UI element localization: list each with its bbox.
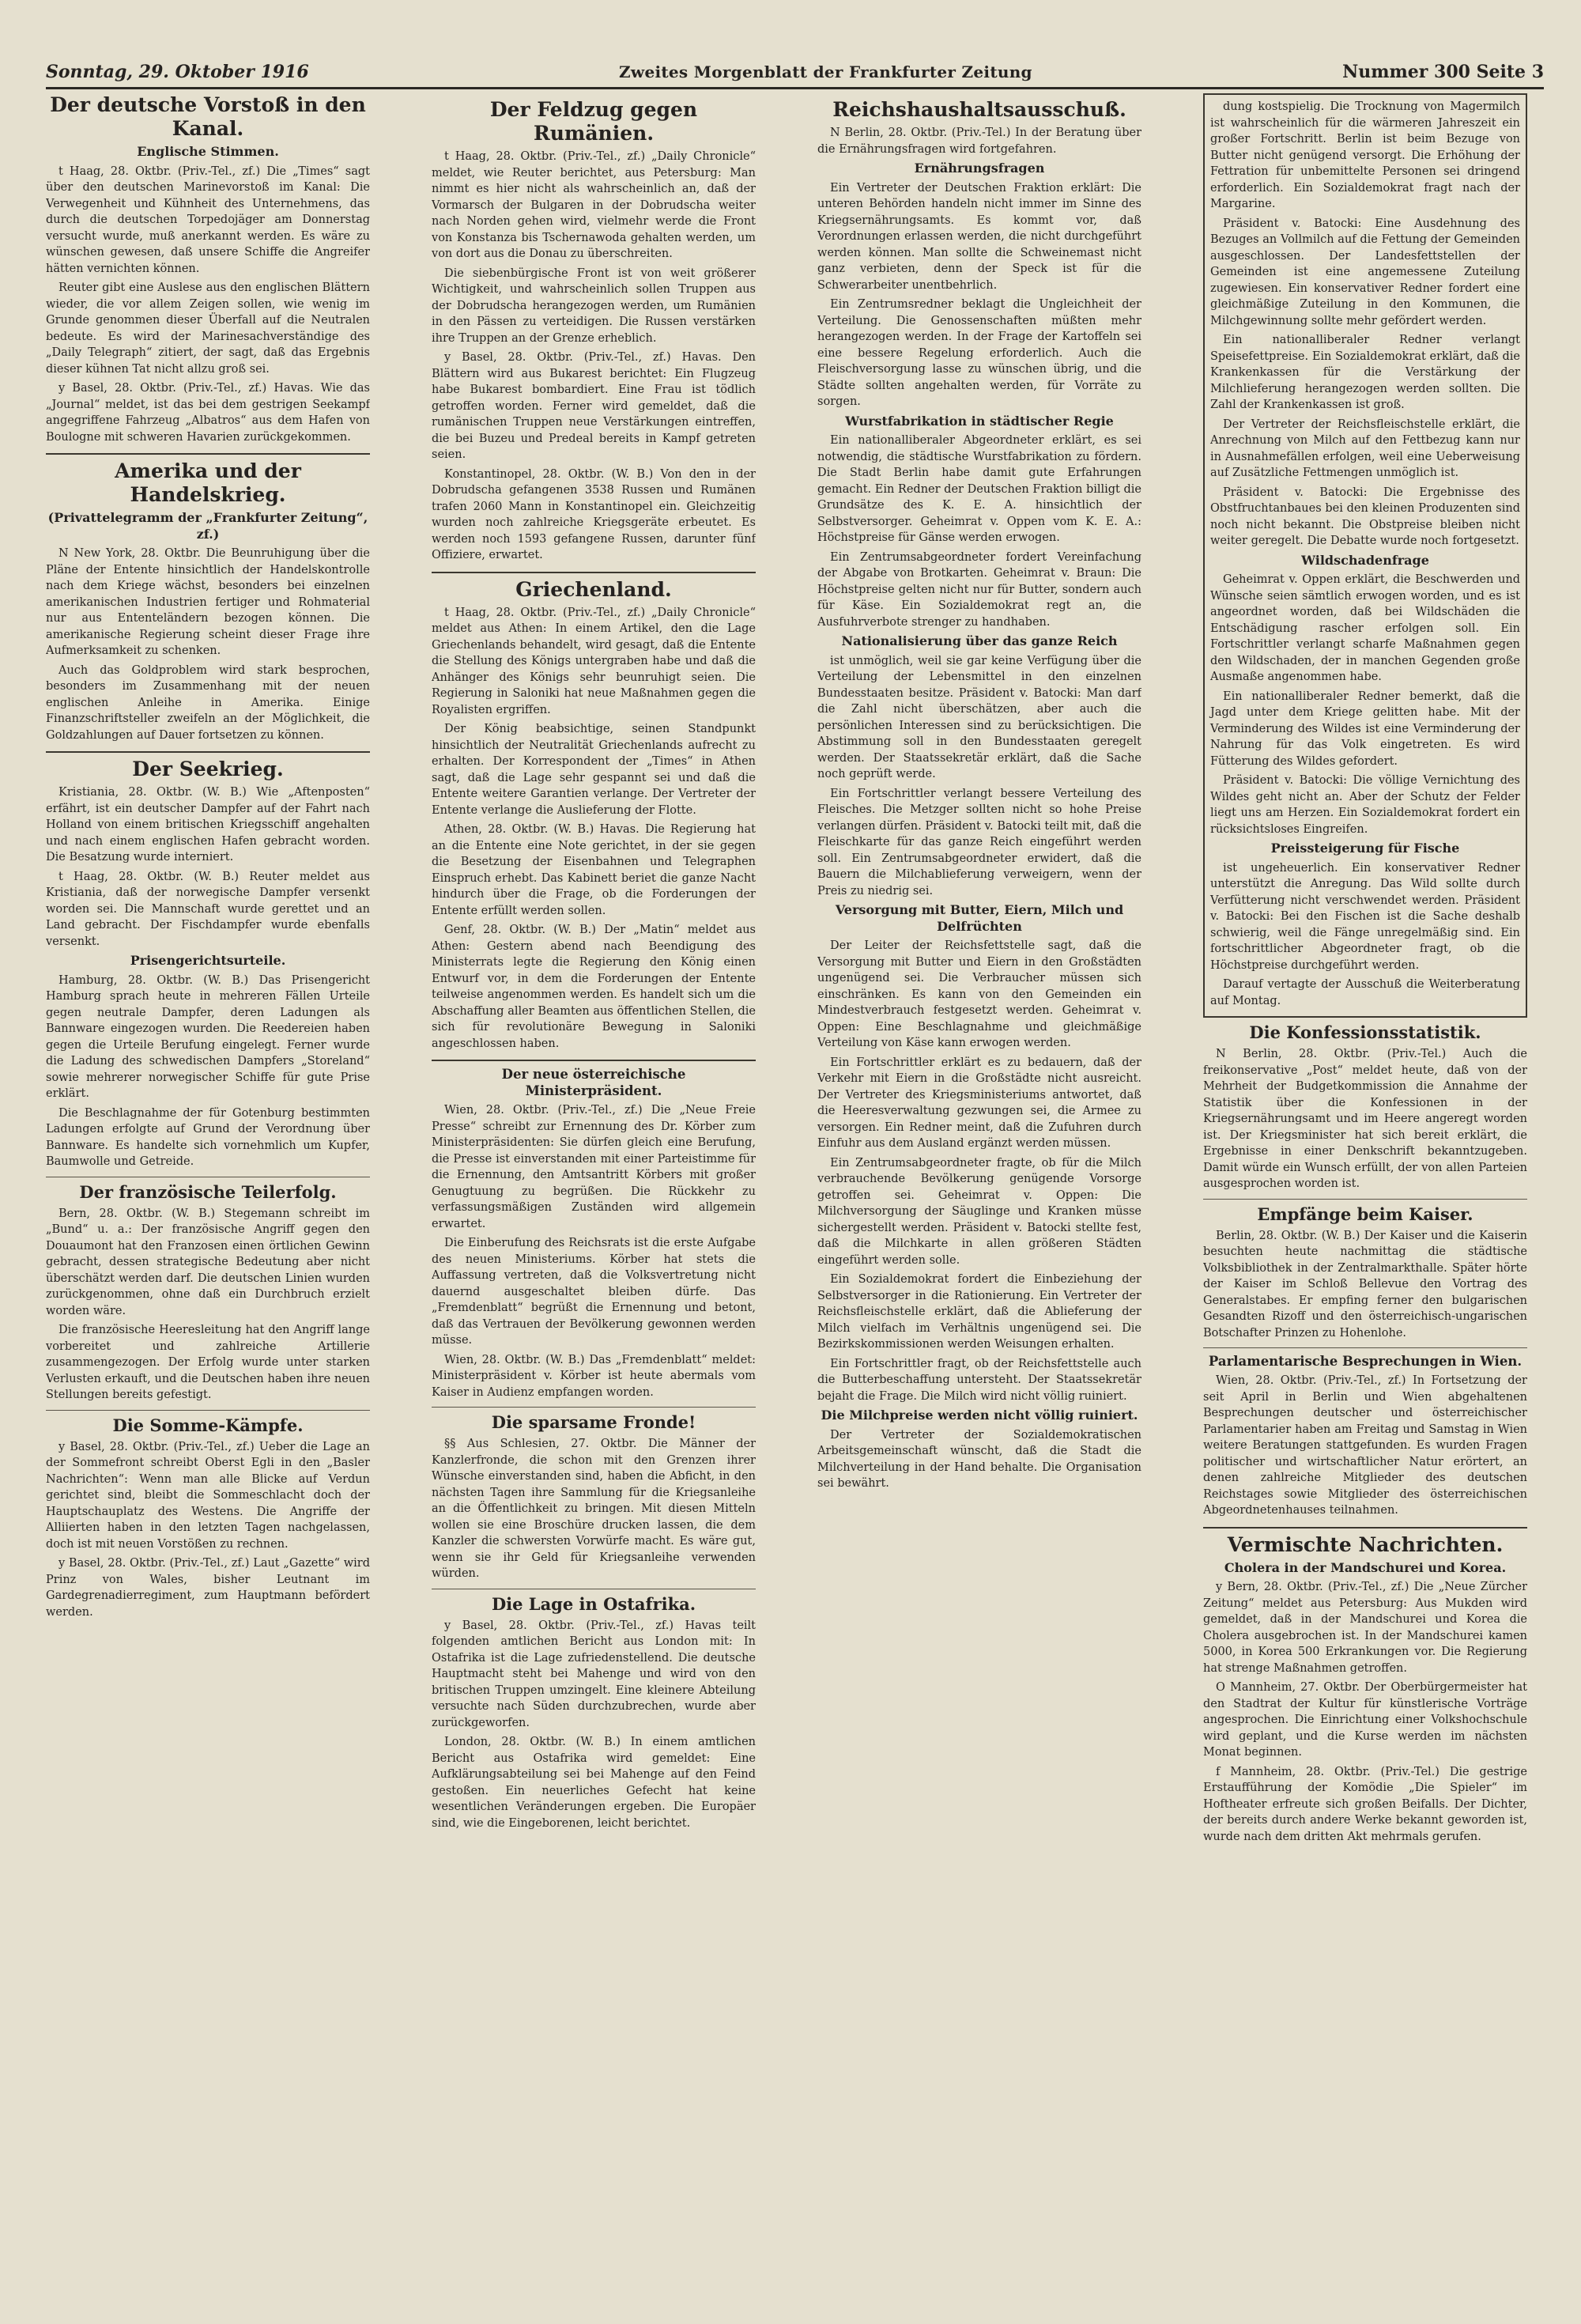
subhead-cholera: Cholera in der Mandschurei und Korea. [1224,1559,1507,1575]
headline-fronde: Die sparsame Fronde! [491,1412,696,1432]
article-paragraph: ist unmöglich, weil sie gar keine Verfügung über die Verteilung der Lebensmittel in den einzelnen Bundesstaaten besitze. Präsident v. Batocki: Man darf die Zahl nicht überschätzen, aber auch die persönlichen Interessen sind zu berücksichtigen. Die Abstimmung soll in den Bundesstaaten geregelt werden. Der Staatssekretär erklärt, daß die Sache noch geprüft werde. [817,654,1141,780]
headline-rumaenien: Der Feldzug gegen Rumänien. [489,98,698,145]
subhead-milchpreise: Die Milchpreise werden nicht völlig ruiniert. [821,1408,1138,1423]
article-paragraph: dung kostspielig. Die Trocknung von Magermilch ist wahrscheinlich für die wärmeren Jahreszeit ein großer Fortschritt. Berlin ist beim Bezuge von Butter nicht genügend versorgt. Die Erhöhung der Fettration für unbemittelte Personen sei dringend erforderlich. Ein Sozialdemokrat fragt nach der Margarine. [1210,100,1520,210]
article-paragraph: Darauf vertagte der Ausschuß die Weiterberatung auf Montag. [1210,978,1520,1007]
article-paragraph: y Basel, 28. Oktbr. (Priv.-Tel., zf.) Ueber die Lage an der Sommefront schreibt Oberst Egli in den „Basler Nachrichten“: Wenn man alle Blicke auf Verdun gerichtet sind, bleibt die Sommeschlacht doch der Hauptschauplatz des Westens. Die Angriffe der Alliierten haben in den letzten Tagen nachgelassen, doch ist mit neuen Vorstößen zu rechnen. [46,1440,370,1551]
article-paragraph: Reuter gibt eine Auslese aus den englischen Blättern wieder, die vor allem Zeigen sollen, wie wenig im Grunde genommen dieser Überfall auf die Neutralen bedeute. Es wird der Marinesachverständige des „Daily Telegraph“ zitiert, der sagt, daß das Ergebnis dieser kühnen Tat nicht allzu groß sei. [46,282,370,376]
subhead-privattelegramm: (Privattelegramm der „Frankfurter Zeitung“, zf.) [47,510,368,542]
article-paragraph: Ein Fortschrittler erklärt es zu bedauern, daß der Verkehr mit Eiern in die Großstädte nicht ausreicht. Der Vertreter des Kriegsministeriums antwortet, daß die Heeresverwaltung gezwungen sei, die Armee zu versorgen. Ein Redner meint, daß die Zufuhren durch Einfuhr aus dem Ausland ergänzt werden müssen. [817,1056,1141,1150]
article-paragraph: Wien, 28. Oktbr. (Priv.-Tel., zf.) In Fortsetzung der seit April in Berlin und Wien abgehaltenen Besprechungen deutscher und österreichischer Parlamentarier haben am Freitag und Samstag in Wien weitere Beratungen stattgefunden. Es wurden Fragen politischer und wirtschaftlicher Natur erörtert, an denen zahlreiche Mitglieder des deutschen Reichstages sowie Mitglieder des österreichischen Abgeordnetenhauses teilnahmen. [1203,1374,1527,1517]
article-paragraph: Wien, 28. Oktbr. (W. B.) Das „Fremdenblatt“ meldet: Ministerpräsident v. Körber ist heute abermals vom Kaiser in Audienz empfangen worden. [432,1353,756,1399]
headline-ostafrika: Die Lage in Ostafrika. [491,1593,696,1614]
section-divider [46,1410,370,1411]
article-paragraph: Ein Sozialdemokrat fordert die Einbeziehung der Selbstversorger in die Rationierung. Ein Vertreter der Reichsfleischstelle erklärt, daß die Ablieferung der Milch vielfach im Verhältnis ungenügend sei. Die Bezirkskommissionen werden Weisungen erhalten. [817,1273,1141,1351]
section-divider [432,1060,756,1061]
article-paragraph: N Berlin, 28. Oktbr. (Priv.-Tel.) Auch die freikonservative „Post“ meldet heute, daß von der Mehrheit der Budgetkommission die Annahme der Statistik über die Konfessionen in der Kriegsernährungsamt und im Heere angeregt worden ist. Der Kriegsminister hat sich bereit erklärt, die Ergebnisse in einer Denkschrift bekanntzugeben. Damit würde ein Wunsch erfüllt, der von allen Parteien ausgesprochen worden ist. [1203,1048,1527,1190]
article-paragraph: Ein Fortschrittler verlangt bessere Verteilung des Fleisches. Die Metzger sollten nicht so hohe Preise verlangen dürfen. Präsident v. Batocki teilt mit, daß die Fleischkarte für das ganze Reich eingeführt werden soll. Ein Zentrumsabgeordneter erwidert, daß die Bauern die Milchablieferung verweigern, wenn der Preis zu niedrig sei. [817,787,1141,897]
section-divider [432,572,756,573]
article-paragraph: Präsident v. Batocki: Die völlige Vernichtung des Wildes geht nicht an. Aber der Schutz der Felder liegt uns am Herzen. Ein Sozialdemokrat fordert ein rücksichtsloses Eingreifen. [1210,774,1520,836]
article-paragraph: Ein Zentrumsabgeordneter fragte, ob für die Milch verbrauchende Bevölkerung genügende Vorsorge getroffen sei. Geheimrat v. Oppen: Die Milchversorgung der Säuglinge und Kranken müsse sichergestellt werden. Präsident v. Batocki stellte fest, daß die Milchkarte in allen größeren Städten eingeführt werden solle. [817,1156,1141,1267]
article-paragraph: Genf, 28. Oktbr. (W. B.) Der „Matin“ meldet aus Athen: Gestern abend nach Beendigung des Ministerrats legte die Regierung den König einen Entwurf vor, in dem die Forderungen der Entente teilweise angenommen werden. Es handelt sich um die Abschaffung aller Beamten aus öffentlichen Stellen, die sich für revolutionäre Bewegung in Saloniki angeschlossen haben. [432,924,756,1050]
headline-somme: Die Somme-Kämpfe. [112,1415,304,1435]
section-divider [1203,1527,1527,1529]
article-paragraph: Ein Vertreter der Deutschen Fraktion erklärt: Die unteren Behörden handeln nicht immer im Sinne des Kriegsernährungsamts. Es kommt vor, daß Verordnungen erlassen werden, die nicht durchgeführt werden können. Man sollte die Schweinemast nicht ganz verbieten, denn der Speck ist für die Schwerarbeiter unentbehrlich. [817,181,1141,292]
article-paragraph: f Mannheim, 28. Oktbr. (Priv.-Tel.) Die gestrige Erstaufführung der Komödie „Die Spieler“ im Hoftheater erfreute sich großen Beifalls. Der Dichter, der bereits durch andere Werke bekannt geworden ist, wurde nach dem dritten Akt mehrmals gerufen. [1203,1765,1527,1843]
article-paragraph: London, 28. Oktbr. (W. B.) In einem amtlichen Bericht aus Ostafrika wird gemeldet: Eine Aufklärungsabteilung sei bei Mahenge auf den Feind gestoßen. Ein neuerliches Gefecht hat keine wesentlichen Veränderungen ergeben. Die Europäer sind, wie die Eingeborenen, leicht berichtet. [432,1736,756,1830]
article-paragraph: §§ Aus Schlesien, 27. Oktbr. Die Männer der Kanzlerfronde, die schon mit den Grenzen ihrer Wünsche einverstanden sind, haben die Abficht, in den nächsten Tagen ihre Sammlung für die Kriegsanleihe an die Öffentlichkeit zu bringen. Mit diesen Mitteln wollen sie eine Broschüre drucken lassen, die dem Kanzler die schwersten Vorwürfe macht. Es wäre gut, wenn sie ihr Geld für Kriegsanleihe verwenden würden. [432,1438,756,1580]
article-paragraph: Der Vertreter der Sozialdemokratischen Arbeitsgemeinschaft wünscht, daß die Stadt die Milchverteilung in der Hand behalte. Die Organisation sei bewährt. [817,1428,1141,1490]
subhead-butter-eier: Versorgung mit Butter, Eiern, Milch und Delfrüchten [835,902,1124,934]
headline-ministerpraesident: Der neue österreichische Ministerpräsident. [501,1067,686,1098]
article-paragraph: Ein Zentrumsredner beklagt die Ungleichheit der Verteilung. Die Genossenschaften müßten mehr herangezogen werden. In der Frage der Kartoffeln sei eine bessere Regelung erforderlich. Auch die Fleischversorgung lasse zu wünschen übrig, und die Städte sollten angehalten werden, für Vorräte zu sorgen. [817,298,1141,408]
article-paragraph: Ein nationalliberaler Abgeordneter erklärt, es sei notwendig, die städtische Wurstfabrikation zu fördern. Die Stadt Berlin habe damit gute Erfahrungen gemacht. Ein Redner der Deutschen Fraktion billigt die Grundsätze des K. E. A. hinsichtlich der Selbstversorger. Geheimrat v. Oppen vom K. E. A.: Höchstpreise für Gänse werden erwogen. [817,434,1141,544]
headline-griechenland: Griechenland. [515,577,672,601]
section-divider [1203,1347,1527,1348]
subhead-englische-stimmen: Englische Stimmen. [137,144,279,159]
article-paragraph: Die Beschlagnahme der für Gotenburg bestimmten Ladungen erfolgte auf Grund der Verordnung über Bannware. Es handelte sich vornehmlich um Kupfer, Baumwolle und Getreide. [46,1106,370,1168]
subhead-wurst: Wurstfabrikation in städtischer Regie [845,413,1114,429]
headline-konfessionsstatistik: Die Konfessionsstatistik. [1249,1022,1481,1042]
article-paragraph: Die Einberufung des Reichsrats ist die erste Aufgabe des neuen Ministeriums. Körber hat stets die Auffassung vertreten, daß die Volksvertretung nicht dauernd ausgeschaltet bleiben dürfe. Das „Fremdenblatt“ begrüßt die Ernennung und betont, daß das Vertrauen der Bevölkerung gewonnen werden müsse. [432,1237,756,1347]
section-divider [46,453,370,455]
headline-seekrieg: Der Seekrieg. [132,758,284,780]
page-header [46,57,1544,89]
article-paragraph: y Basel, 28. Oktbr. (Priv.-Tel., zf.) Laut „Gazette“ wird Prinz von Wales, bisher Leutnant im Gardegrenadierregiment, zum Hauptmann befördert werden. [46,1557,370,1619]
article-paragraph: Die französische Heeresleitung hat den Angriff lange vorbereitet und zahlreiche Artillerie zusammengezogen. Der Erfolg wurde unter starken Verlusten erkauft, und die Deutschen haben ihre neuen Stellungen bereits gefestigt. [46,1324,370,1401]
continued-text-box [1203,93,1527,1018]
article-paragraph: y Bern, 28. Oktbr. (Priv.-Tel., zf.) Die „Neue Zürcher Zeitung“ meldet aus Petersburg: Aus Mukden wird gemeldet, daß in der Mandschurei und Korea die Cholera ausgebrochen ist. In der Mandschurei kamen 5000, in Korea 500 Erkrankungen vor. Die Regierung hat strenge Maßnahmen getroffen. [1203,1581,1527,1675]
header-masthead: Zweites Morgenblatt der Frankfurter Zeitung [619,62,1032,81]
article-paragraph: N Berlin, 28. Oktbr. (Priv.-Tel.) In der Beratung über die Ernährungsfragen wird fortgefahren. [817,127,1141,156]
column-1 [46,93,370,2299]
article-paragraph: O Mannheim, 27. Oktbr. Der Oberbürgermeister hat den Stadtrat der Kultur für künstlerische Vorträge angesprochen. Die Einrichtung einer Volkshochschule wird geplant, und die Kurse werden im nächsten Monat beginnen. [1203,1681,1527,1759]
article-paragraph: Wien, 28. Oktbr. (Priv.-Tel., zf.) Die „Neue Freie Presse“ schreibt zur Ernennung des Dr. Körber zum Ministerpräsidenten: Sie dürfen gleich eine Berufung, die Presse ist einverstanden mit einer Parteistimme für die Ernennung, den Amtsantritt Körbers mit großer Genugtuung zu begrüßen. Die Rückkehr zu verfassungsmäßigen Zuständen wird allgemein erwartet. [432,1104,756,1230]
article-paragraph: ist ungeheuerlich. Ein konservativer Redner unterstützt die Anregung. Das Wild sollte durch Verfütterung nicht verschwendet werden. Präsident v. Batocki: Bei den Fischen ist die Sache deshalb schwierig, weil die Fänge unregelmäßig sind. Ein fortschrittlicher Abgeordneter fragt, ob die Höchstpreise durchgeführt werden. [1210,861,1520,972]
article-paragraph: Ein Fortschrittler fragt, ob der Reichsfettstelle auch die Butterbeschaffung untersteht. Der Staatssekretär bejaht die Frage. Die Milch wird nicht völlig ruiniert. [817,1357,1141,1403]
section-divider [1203,1199,1527,1200]
article-paragraph: Kristiania, 28. Oktbr. (W. B.) Wie „Aftenposten“ erfährt, ist ein deutscher Dampfer auf der Fahrt nach Holland von einem britischen Kriegsschiff angehalten und nach einem englischen Hafen gebracht worden. Die Besatzung wurde interniert. [46,786,370,863]
article-paragraph: Hamburg, 28. Oktbr. (W. B.) Das Prisengericht Hamburg sprach heute in mehreren Fällen Urteile gegen neutrale Dampfer, deren Ladungen als Bannware eingezogen wurden. Die Reedereien haben gegen die Urteile Berufung eingelegt. Ferner wurde die Ladung des schwedischen Dampfers „Storeland“ sowie mehrerer norwegischer Schiffe für gute Prise erklärt. [46,973,370,1100]
headline-kanal: Der deutsche Vorstoß in den Kanal. [50,93,366,140]
subhead-prisengerichtsurteile: Prisengerichtsurteile. [130,953,286,968]
article-paragraph: Präsident v. Batocki: Die Ergebnisse des Obstfruchtanbaues bei den kleinen Produzenten sind noch nicht bekannt. Die Obstpreise bleiben nicht weiter geregelt. Die Debatte wurde noch fortgesetzt. [1210,486,1520,547]
article-paragraph: Bern, 28. Oktbr. (W. B.) Stegemann schreibt im „Bund“ u. a.: Der französische Angriff gegen den Douaumont hat den Franzosen einen örtlichen Gewinn gebracht, dessen strategische Bedeutung aber nicht überschätzt werden darf. Die deutschen Linien wurden zurückgenommen, ohne daß ein Durchbruch erzielt worden wäre. [46,1207,370,1317]
article-paragraph: Ein Zentrumsabgeordneter fordert Vereinfachung der Abgabe von Brotkarten. Geheimrat v. Braun: Die Höchstpreise gelten nicht nur für Butter, sondern auch für Käse. Ein Sozialdemokrat regt an, die Ausfuhrverbote strenger zu handhaben. [817,550,1141,629]
column-4 [1203,93,1527,2299]
subhead-rationierung: Nationalisierung über das ganze Reich [841,633,1118,648]
article-paragraph: Ein nationalliberaler Redner bemerkt, daß die Jagd unter dem Kriege gelitten habe. Mit der Verminderung des Wildes ist eine Verminderung der Nahrung für das Volk eingetreten. Es wird Fütterung des Wildes gefordert. [1210,690,1520,768]
headline-kaiser: Empfänge beim Kaiser. [1257,1204,1473,1224]
header-date: Sonntag, 29. Oktober 1916 [46,62,309,82]
columns [46,93,1544,2299]
article-paragraph: Auch das Goldproblem wird stark besprochen, besonders im Zusammenhang mit der neuen englischen Anleihe in Amerika. Einige Finanzschriftsteller zweifeln an der Möglichkeit, die Goldzahlungen auf Dauer fortsetzen zu können. [46,663,370,742]
article-paragraph: Ein nationalliberaler Redner verlangt Speisefettpreise. Ein Sozialdemokrat erklärt, daß die Krankenkassen für die Verstärkung der Milchlieferung herangezogen werden sollten. Die Zahl der Krankenkassen ist groß. [1210,334,1520,411]
headline-reichshaushalt: Reichshaushaltsausschuß. [832,98,1126,121]
article-paragraph: t Haag, 28. Oktbr. (Priv.-Tel., zf.) „Daily Chronicle“ meldet aus Athen: In einem Artikel, den die Lage Griechenlands behandelt, wird gesagt, daß die Entente die Stellung des Königs untergraben habe und daß die Anhänger des Königs sehr beunruhigt seien. Die Regierung in Saloniki hat neue Maßnahmen gegen die Royalisten ergriffen. [432,606,756,716]
article-paragraph: t Haag, 28. Oktbr. (Priv.-Tel., zf.) „Daily Chronicle“ meldet, wie Reuter berichtet, aus Petersburg: Man nimmt es hier nicht als wahrscheinlich an, daß der Vormarsch der Bulgaren in der Dobrudscha weiter nach Norden gehen wird, vielmehr werde die Front von Konstanza bis Tschernawoda gehalten werden, um von dort aus die Donau zu überschreiten. [432,150,756,260]
article-paragraph: y Basel, 28. Oktbr. (Priv.-Tel., zf.) Havas teilt folgenden amtlichen Bericht aus London mit: In Ostafrika ist die Lage zufriedenstellend. Die deutsche Hauptmacht steht bei Mahenge und wird von den britischen Truppen umzingelt. Eine kleinere Abteilung versuchte nach Süden durchzubrechen, wurde aber zurückgeworfen. [432,1619,756,1729]
header-page-number: Nummer 300 Seite 3 [1342,62,1544,82]
headline-amerika: Amerika und der Handelskrieg. [115,459,301,506]
article-paragraph: Athen, 28. Oktbr. (W. B.) Havas. Die Regierung hat an die Entente eine Note gerichtet, in der sie gegen die Besetzung der Eisenbahnen und Telegraphen Einspruch erhebt. Das Kabinett beriet die ganze Nacht hindurch über die Frage, ob die Forderungen der Entente erfüllt werden sollen. [432,823,756,917]
section-divider [46,751,370,753]
column-3 [817,93,1141,2299]
article-paragraph: y Basel, 28. Oktbr. (Priv.-Tel., zf.) Havas. Wie das „Journal“ meldet, ist das bei dem gestrigen Seekampf angegriffene Fahrzeug „Albatros“ aus dem Hafen von Boulogne mit schweren Havarien zurückgekommen. [46,382,370,444]
article-paragraph: t Haag, 28. Oktbr. (Priv.-Tel., zf.) Die „Times“ sagt über den deutschen Marinevorstoß im Kanal: Die Verwegenheit und Kühnheit des Unternehmens, das durch die deutschen Torpedojäger am Donnerstag versucht wurde, muß anerkannt werden. Es wäre zu wünschen gewesen, daß unsere Schiffe die Angreifer hätten vernichten können. [46,164,370,275]
article-paragraph: Konstantinopel, 28. Oktbr. (W. B.) Von den in der Dobrudscha gefangenen 3538 Russen und Rumänen trafen 2060 Mann in Konstantinopel ein. Gleichzeitig wurden noch zahlreiche Kriegsgeräte erbeutet. Es werden noch 1593 gefangene Russen, darunter fünf Offiziere, erwartet. [432,467,756,561]
article-paragraph: Präsident v. Batocki: Eine Ausdehnung des Bezuges an Vollmilch auf die Fettung der Gemeinden ausgeschlossen. Der Landesfettstellen der Gemeinden ist eine angemessene Zuteilung zugewiesen. Ein konservativer Redner fordert eine gleichmäßige Zuteilung in den Kommunen, die Milchgewinnung sollte mehr gefördert werden. [1210,217,1520,327]
article-paragraph: Die siebenbürgische Front ist von weit größerer Wichtigkeit, und wahrscheinlich sollen Truppen aus der Dobrudscha herangezogen werden, um Rumänien in den Pässen zu verteidigen. Die Russen verstärken ihre Truppen an der Grenze erheblich. [432,266,756,345]
article-paragraph: Der Leiter der Reichsfettstelle sagt, daß die Versorgung mit Butter und Eiern in den Großstädten ungenügend sei. Die Verbraucher müssen sich einschränken. Es kann von den Gemeinden ein Mindestverbrauch festgesetzt werden. Geheimrat v. Oppen: Eine Beschlagnahme und gleichmäßige Verteilung von Käse kann erwogen werden. [817,939,1141,1049]
article-paragraph: y Basel, 28. Oktbr. (Priv.-Tel., zf.) Havas. Den Blättern wird aus Bukarest berichtet: Ein Flugzeug habe Bukarest bombardiert. Eine Frau ist tödlich getroffen worden. Ferner wird gemeldet, daß die rumänischen Truppen neue Verstärkungen eintreffen, die bei Buzeu und Predeal bereits in Kampf getreten seien. [432,351,756,461]
headline-teilerfolg: Der französische Teilerfolg. [79,1181,337,1202]
article-paragraph: Der König beabsichtige, seinen Standpunkt hinsichtlich der Neutralität Griechenlands aufrecht zu erhalten. Der Korrespondent der „Times“ in Athen sagt, daß die Lage sehr gespannt sei und daß die Entente weitere Garantien verlange. Der Vertreter der Entente verlange die Auslieferung der Flotte. [432,723,756,817]
article-paragraph: Der Vertreter der Reichsfleischstelle erklärt, die Anrechnung von Milch auf den Fettbezug kann nur in Ausnahmefällen erfolgen, weil eine Ueberweisung auf Zusätzliche Fettmengen unmöglich ist. [1210,418,1520,479]
subhead-wildschaden: Wildschadenfrage [1301,552,1429,568]
column-2 [432,93,756,2299]
subhead-ernaehrung: Ernährungsfragen [914,161,1045,176]
headline-vermischte: Vermischte Nachrichten. [1227,1532,1504,1556]
section-divider [432,1407,756,1408]
headline-wien: Parlamentarische Besprechungen in Wien. [1208,1354,1523,1369]
subhead-fische: Preissteigerung für Fische [1270,841,1460,856]
article-paragraph: t Haag, 28. Oktbr. (W. B.) Reuter meldet aus Kristiania, daß der norwegische Dampfer versenkt worden sei. Die Mannschaft wurde gerettet und an Land gebracht. Der Fischdampfer wurde ebenfalls versenkt. [46,870,370,948]
article-paragraph: Berlin, 28. Oktbr. (W. B.) Der Kaiser und die Kaiserin besuchten heute nachmittag die städtische Volksbibliothek in der Zentralmarkthalle. Später hörte der Kaiser im Schloß Bellevue den Vortrag des Generalstabes. Er empfing ferner den bulgarischen Gesandten Rizoff und den österreichisch-ungarischen Botschafter Prinzen zu Hohenlohe. [1203,1229,1527,1340]
article-paragraph: Geheimrat v. Oppen erklärt, die Beschwerden und Wünsche seien sämtlich erwogen worden, und es ist angeordnet worden, daß bei Wildschäden die Entschädigung rascher erfolgen soll. Ein Fortschrittler verlangt scharfe Maßnahmen gegen den Wildschaden, der in manchen Gegenden große Ausmaße angenommen habe. [1210,573,1520,683]
article-paragraph: N New York, 28. Oktbr. Die Beunruhigung über die Pläne der Entente hinsichtlich der Handelskontrolle nach dem Kriege wächst, besonders bei einzelnen amerikanischen Industrien fertiger und Rohmaterial nur aus Ententeländern bezogen können. Die amerikanische Regierung scheint dieser Frage ihre Aufmerksamkeit zu schenken. [46,547,370,657]
